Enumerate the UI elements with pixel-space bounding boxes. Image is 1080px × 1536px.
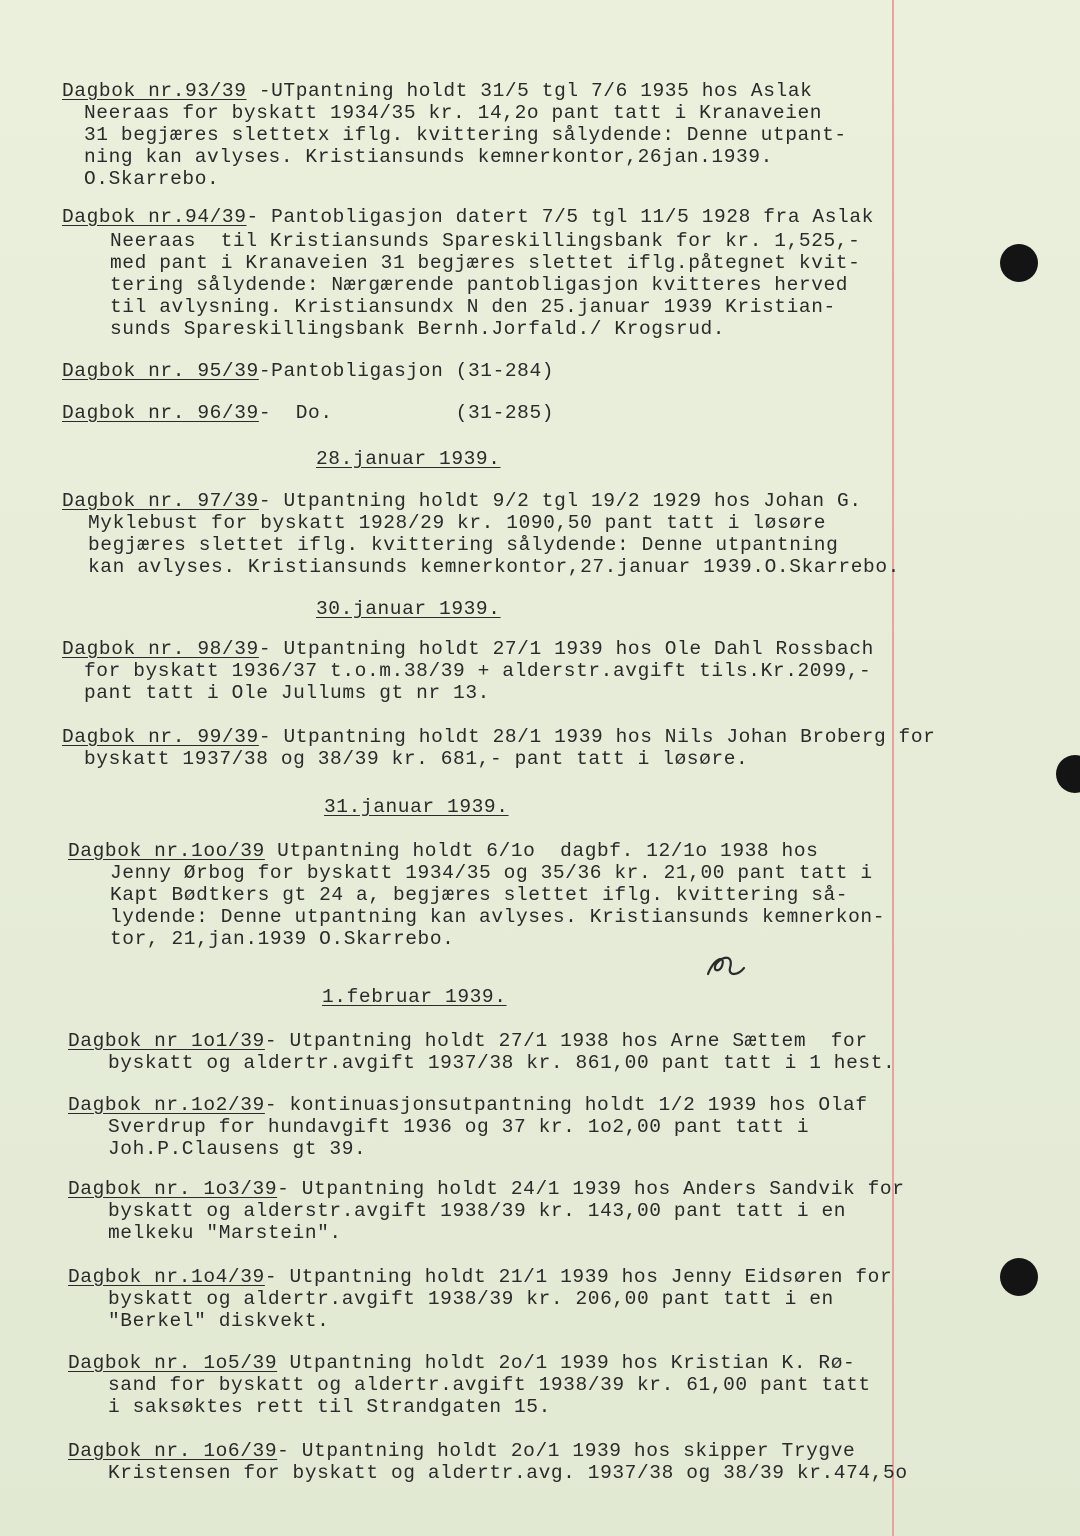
entry-number: Dagbok nr. 1o3/39 (68, 1178, 278, 1200)
entry-line: - Utpantning holdt 27/1 1939 hos Ole Dahl Rossbach (258, 638, 874, 660)
entry-number: Dagbok nr. 96/39 (62, 402, 259, 424)
entry-line: -Pantobligasjon (31-284) (258, 360, 555, 382)
entry-line: Sverdrup for hundavgift 1936 og 37 kr. 1o2,00 pant tatt i (108, 1116, 810, 1138)
entry-number: Dagbok nr.93/39 (62, 80, 247, 102)
entry-line: - Utpantning holdt 28/1 1939 hos Nils Johan Broberg for (258, 726, 936, 748)
entry-line: for byskatt 1936/37 t.o.m.38/39 + alderstr.avgift tils.Kr.2099,- (84, 660, 872, 682)
entry-line: ning kan avlyses. Kristiansunds kemnerkontor,26jan.1939. (84, 146, 773, 168)
entry-line: med pant i Kranaveien 31 begjæres slettet iflg.påtegnet kvit- (110, 252, 861, 274)
entry-number: Dagbok nr.94/39 (62, 206, 247, 228)
entry-line: Utpantning holdt 6/1o dagbf. 12/1o 1938 hos (264, 840, 819, 862)
entry-number: Dagbok nr.1o4/39 (68, 1266, 265, 1288)
entry-number: Dagbok nr.1o2/39 (68, 1094, 265, 1116)
entry-line: Jenny Ørbog for byskatt 1934/35 og 35/36 kr. 21,00 pant tatt i (110, 862, 873, 884)
red-margin-line (892, 0, 894, 1536)
entry-line: sunds Spareskillingsbank Bernh.Jorfald./ Krogsrud. (110, 318, 726, 340)
entry-line: Myklebust for byskatt 1928/29 kr. 1090,50 pant tatt i løsøre (88, 512, 827, 534)
entry-line: - Utpantning holdt 9/2 tgl 19/2 1929 hos Johan G. (258, 490, 862, 512)
entry-number: Dagbok nr. 98/39 (62, 638, 259, 660)
entry-number: Dagbok nr. 1o6/39 (68, 1440, 278, 1462)
binder-hole-middle (1056, 755, 1080, 793)
entry-line: Neeraas til Kristiansunds Spareskillingsbank for kr. 1,525,- (110, 230, 861, 252)
entry-line: Utpantning holdt 2o/1 1939 hos Kristian K. Rø- (277, 1352, 856, 1374)
entry-line: - Utpantning holdt 27/1 1938 hos Arne Sættem for (264, 1030, 868, 1052)
entry-line: i saksøktes rett til Strandgaten 15. (108, 1396, 551, 1418)
date-heading: 1.februar 1939. (322, 986, 507, 1008)
entry-line: - Do. (31-285) (258, 402, 555, 424)
entry-line: byskatt 1937/38 og 38/39 kr. 681,- pant tatt i løsøre. (84, 748, 749, 770)
entry-line: byskatt og aldertr.avgift 1938/39 kr. 206,00 pant tatt i en (108, 1288, 834, 1310)
entry-line: Joh.P.Clausens gt 39. (108, 1138, 367, 1160)
entry-line: sand for byskatt og aldertr.avgift 1938/39 kr. 61,00 pant tatt (108, 1374, 871, 1396)
entry-line: Kristensen for byskatt og aldertr.avg. 1937/38 og 38/39 kr.474,5o (108, 1462, 908, 1484)
entry-line: lydende: Denne utpantning kan avlyses. Kristiansunds kemnerkon- (110, 906, 886, 928)
entry-line: Neeraas for byskatt 1934/35 kr. 14,2o pant tatt i Kranaveien (84, 102, 823, 124)
entry-line: byskatt og alderstr.avgift 1938/39 kr. 143,00 pant tatt i en (108, 1200, 847, 1222)
entry-line: kan avlyses. Kristiansunds kemnerkontor,27.januar 1939.O.Skarrebo. (88, 556, 900, 578)
entry-line: O.Skarrebo. (84, 168, 220, 190)
date-heading: 30.januar 1939. (316, 598, 501, 620)
handwritten-initials (700, 948, 750, 984)
entry-line: pant tatt i Ole Jullums gt nr 13. (84, 682, 490, 704)
entry-line: byskatt og aldertr.avgift 1937/38 kr. 861,00 pant tatt i 1 hest. (108, 1052, 896, 1074)
entry-number: Dagbok nr. 97/39 (62, 490, 259, 512)
entry-line: begjæres slettet iflg. kvittering sålydende: Denne utpantning (88, 534, 839, 556)
entry-number: Dagbok nr 1o1/39 (68, 1030, 265, 1052)
entry-number: Dagbok nr. 99/39 (62, 726, 259, 748)
binder-hole-bottom (1000, 1258, 1038, 1296)
entry-line: til avlysning. Kristiansundx N den 25.januar 1939 Kristian- (110, 296, 836, 318)
entry-line: Kapt Bødtkers gt 24 a, begjæres slettet iflg. kvittering så- (110, 884, 849, 906)
entry-line: - Utpantning holdt 2o/1 1939 hos skipper Trygve (277, 1440, 856, 1462)
entry-line: -UTpantning holdt 31/5 tgl 7/6 1935 hos Aslak (246, 80, 813, 102)
entry-number: Dagbok nr. 95/39 (62, 360, 259, 382)
entry-line: tering sålydende: Nærgærende pantobligasjon kvitteres herved (110, 274, 849, 296)
entry-number: Dagbok nr.1oo/39 (68, 840, 265, 862)
entry-line: - Utpantning holdt 21/1 1939 hos Jenny Eidsøren for (264, 1266, 893, 1288)
entry-line: tor, 21,jan.1939 O.Skarrebo. (110, 928, 455, 950)
date-heading: 31.januar 1939. (324, 796, 509, 818)
entry-number: Dagbok nr. 1o5/39 (68, 1352, 278, 1374)
date-heading: 28.januar 1939. (316, 448, 501, 470)
binder-hole-top (1000, 244, 1038, 282)
entry-line: "Berkel" diskvekt. (108, 1310, 330, 1332)
entry-line: - kontinuasjonsutpantning holdt 1/2 1939 hos Olaf (264, 1094, 868, 1116)
entry-line: melkeku "Marstein". (108, 1222, 342, 1244)
entry-line: - Pantobligasjon datert 7/5 tgl 11/5 1928 fra Aslak (246, 206, 874, 228)
entry-line: 31 begjæres slettetx iflg. kvittering sålydende: Denne utpant- (84, 124, 847, 146)
entry-line: - Utpantning holdt 24/1 1939 hos Anders Sandvik for (277, 1178, 905, 1200)
